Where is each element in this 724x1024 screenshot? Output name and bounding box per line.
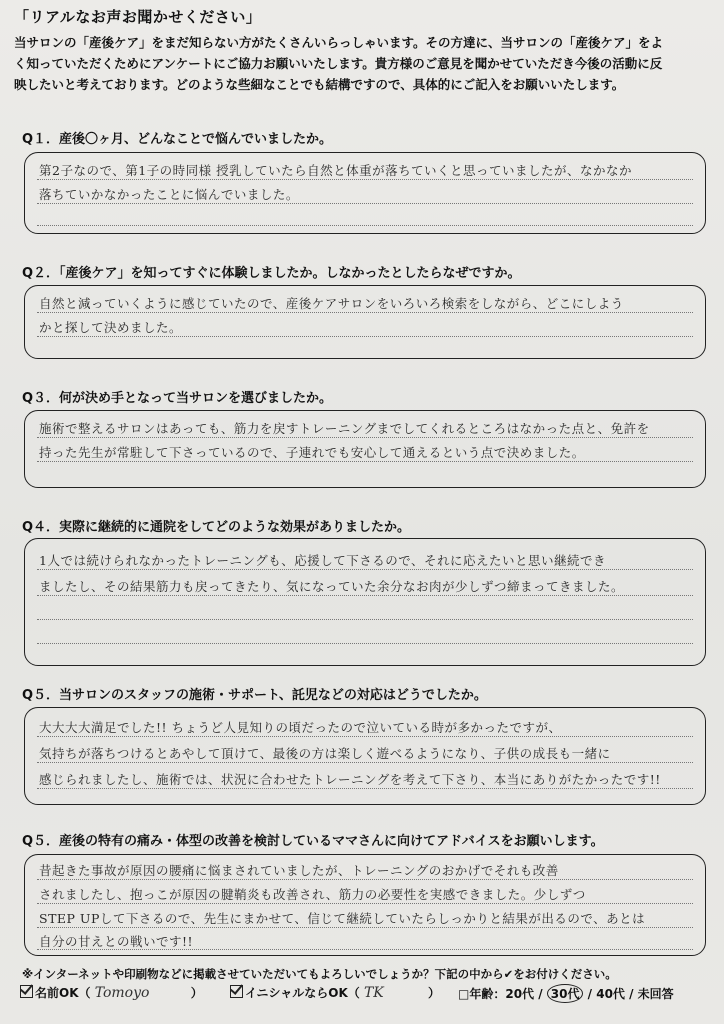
initial-ok-label: イニシャルならOK（ bbox=[245, 986, 360, 1000]
answer-box-3[interactable] bbox=[24, 410, 706, 488]
question-1-label: Q１．産後〇ヶ月、どんなことで悩んでいましたか。 bbox=[22, 132, 333, 147]
answer-line: かと探して決めました。 bbox=[39, 320, 183, 335]
question-6-label: Q５．産後の特有の痛み・体型の改善を検討しているママさんに向けてアドバイスをお願いします。 bbox=[22, 834, 604, 849]
intro-line: く知っていただくためにアンケートにご協力お願いいたします。貴方様のご意見を聞かせていただき今後の活動に反 bbox=[14, 56, 663, 71]
intro-text bbox=[14, 32, 714, 95]
intro-line: 当サロンの「産後ケア」をまだ知らない方がたくさんいらっしゃいます。その方達に、当サロンの「産後ケア」をよ bbox=[14, 35, 664, 50]
question-3-label: Q３．何が決め手となって当サロンを選びましたか。 bbox=[22, 391, 333, 406]
answer-line: 気持ちが落ちつけるとあやして頂けて、最後の方は楽しく遊べるようになり、子供の成長も一緒に bbox=[39, 746, 611, 761]
answer-line: STEP UPして下さるので、先生にまかせて、信じて継続していたらしっかりと結果が出るので、あとは bbox=[39, 911, 646, 926]
answer-box-6[interactable] bbox=[24, 854, 706, 956]
question-5-label: Q５．当サロンのスタッフの施術・サポート、託児などの対応はどうでしたか。 bbox=[22, 688, 487, 703]
publication-notice: ※インターネットや印刷物などに掲載させていただいてもよろしいでしょうか？下記の中から✔をお付けください。 bbox=[22, 967, 617, 981]
name-ok-option[interactable] bbox=[20, 984, 203, 1001]
name-ok-label: 名前OK（ bbox=[35, 986, 91, 1000]
answer-line: 1人では続けられなかったトレーニングも、応援して下さるので、それに応えたいと思い継続でき bbox=[39, 553, 606, 568]
page-title: 「リアルなお声お聞かせください」 bbox=[14, 8, 262, 26]
answer-line: されましたし、抱っこが原因の腱鞘炎も改善され、筋力の必要性を実感できました。少しずつ bbox=[39, 887, 586, 902]
answer-line: 大大大大満足でした!! ちょうど人見知りの頃だったので泣いている時が多かったですが、 bbox=[39, 720, 562, 735]
answer-line: ましたし、その結果筋力も戻ってきたり、気になっていた余分なお肉が少しずつ締まってきました。 bbox=[39, 579, 625, 594]
initial-close: ） bbox=[427, 986, 440, 1000]
answer-line: 自然と減っていくように感じていたので、産後ケアサロンをいろいろ検索をしながら、どこにしよう bbox=[39, 296, 624, 311]
initial-value[interactable]: TK bbox=[363, 985, 384, 1001]
question-4-label: Q４．実際に継続的に通院をしてどのような効果がありましたか。 bbox=[22, 520, 411, 535]
answer-line: 施術で整えるサロンはあっても、筋力を戻すトレーニングまでしてくれるところはなかった点と、免許を bbox=[39, 421, 650, 436]
intro-line: 映したいと考えております。どのような些細なことでも結構ですので、具体的にご記入をお願いいたします。 bbox=[14, 77, 625, 92]
checkbox-checked-icon[interactable] bbox=[20, 985, 33, 998]
checkbox-checked-icon[interactable] bbox=[230, 985, 243, 998]
answer-box-1[interactable] bbox=[24, 152, 706, 234]
answer-box-5[interactable] bbox=[24, 707, 706, 805]
answer-line: 第2子なので、第1子の時同様 授乳していたら自然と体重が落ちていくと思っていましたが、なかなか bbox=[39, 163, 633, 178]
answer-line: 自分の甘えとの戦いです!! bbox=[39, 934, 194, 949]
name-value[interactable]: Tomoyo bbox=[94, 985, 150, 1001]
answer-box-2[interactable] bbox=[24, 285, 706, 359]
age-prefix: □年齢：20代 / bbox=[458, 987, 547, 1001]
age-suffix: / 40代 / 未回答 bbox=[583, 987, 674, 1001]
answer-line: 感じられましたし、施術では、状況に合わせたトレーニングを考えて下さり、本当にありがたかったです!! bbox=[39, 772, 661, 787]
answer-line: 持った先生が常駐して下さっているので、子連れでも安心して通えるという点で決めました。 bbox=[39, 445, 585, 460]
initial-ok-option[interactable] bbox=[230, 984, 440, 1001]
name-close: ） bbox=[190, 986, 203, 1000]
answer-line: 落ちていかなかったことに悩んでいました。 bbox=[39, 187, 299, 202]
age-option[interactable] bbox=[458, 984, 674, 1003]
question-2-label: Q２．「産後ケア」を知ってすぐに体験しましたか。しなかったとしたらなぜですか。 bbox=[22, 266, 521, 281]
answer-box-4[interactable] bbox=[24, 538, 706, 666]
answer-line: 昔起きた事故が原因の腰痛に悩まされていましたが、トレーニングのおかげでそれも改善 bbox=[39, 863, 559, 878]
age-selected-30s[interactable]: 30代 bbox=[547, 984, 584, 1003]
